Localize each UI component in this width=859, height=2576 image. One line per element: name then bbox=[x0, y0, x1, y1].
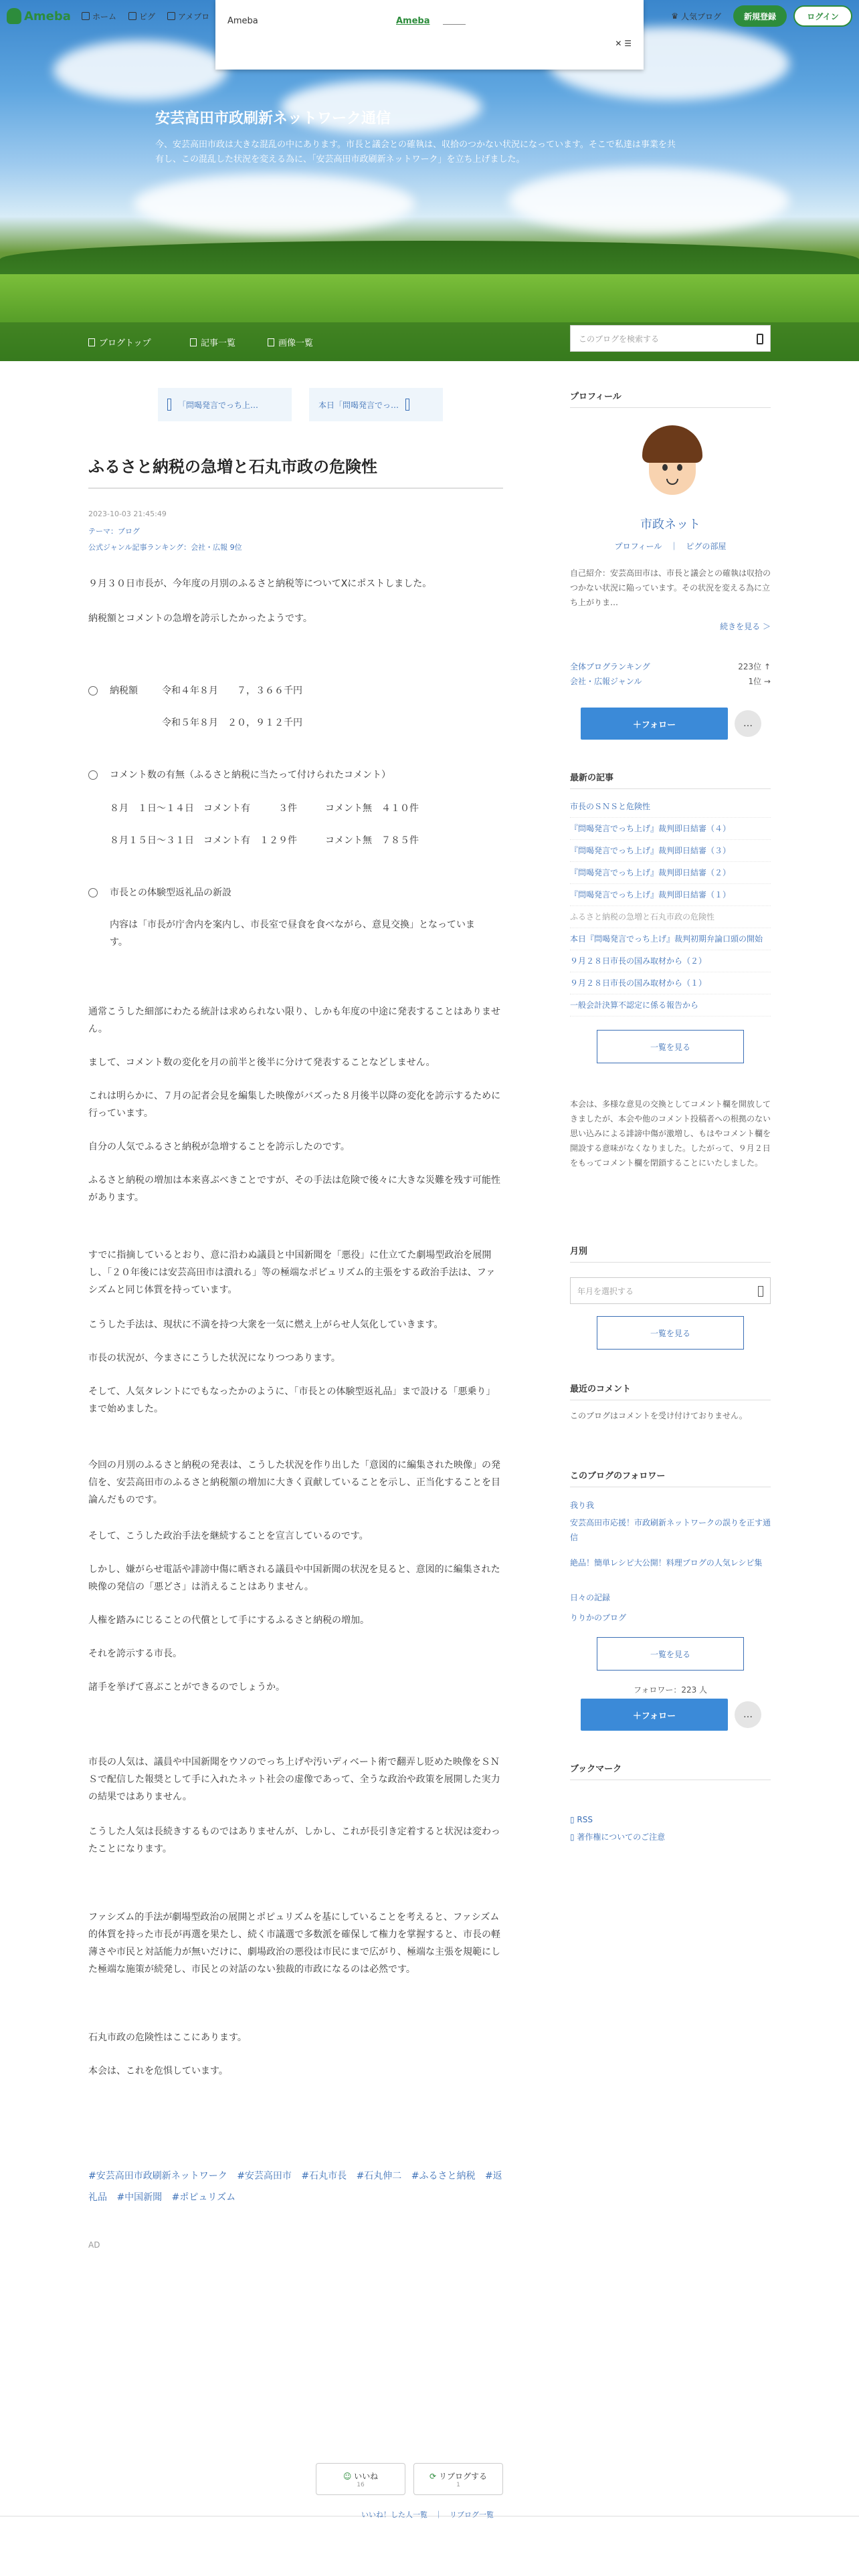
list-item-label: 市長との体験型返礼品の新設 bbox=[110, 887, 231, 898]
recent-articles-list bbox=[570, 796, 771, 1016]
rss-link[interactable] bbox=[570, 1812, 771, 1827]
list-item-detail: 令和５年８月 ２０，９１２千円 bbox=[162, 718, 302, 728]
hashtag-link[interactable]: #中国新聞 bbox=[116, 2192, 163, 2203]
paragraph: それを誇示する市長。 bbox=[88, 1648, 182, 1659]
home-icon bbox=[82, 12, 90, 20]
profile-avatar[interactable] bbox=[642, 425, 702, 499]
search-icon[interactable] bbox=[757, 334, 763, 344]
list-item-detail: ８月１５日〜３１日 コメント有 １２９件 コメント無 ７８５件 bbox=[110, 835, 419, 846]
comments-disabled-text: このブログはコメントを受け付けておりません。 bbox=[570, 1411, 747, 1420]
more-options-button-bottom[interactable]: … bbox=[735, 1701, 761, 1728]
avatar-eye bbox=[662, 464, 668, 471]
genre-ranking-link[interactable]: 会社・広報ジャンル bbox=[570, 677, 642, 686]
paragraph: 市長の状況が、今まさにこうした状況になりつつあります。 bbox=[88, 1353, 341, 1364]
popup-title: Ameba bbox=[227, 16, 258, 26]
chevron-down-icon bbox=[758, 1286, 763, 1297]
blog-icon bbox=[88, 338, 95, 346]
list-item-detail: 令和４年８月 ７，３６６千円 bbox=[162, 685, 302, 696]
read-more-link[interactable]: 続きを見る ＞ bbox=[720, 622, 771, 631]
circle-bullet-icon bbox=[88, 686, 98, 695]
reaction-buttons bbox=[316, 2463, 503, 2495]
copyright-label: 著作権についてのご注意 bbox=[577, 1832, 666, 1842]
ranking-label: 公式ジャンル記事ランキング： bbox=[88, 543, 191, 552]
recent-list-button[interactable]: 一覧を見る bbox=[597, 1030, 744, 1063]
follower-link[interactable]: 絶品！簡単レシピ大公開！料理ブログの人気レシピ集 bbox=[570, 1558, 763, 1568]
recent-article-link[interactable]: 『問喝発言でっち上げ』裁判即日結審（１） bbox=[570, 884, 771, 906]
hashtag-link[interactable]: #安芸高田市政刷新ネットワーク bbox=[88, 2171, 227, 2181]
paragraph: 自分の人気でふるさと納税が急増することを誇示したのです。 bbox=[88, 1142, 350, 1152]
follower-link[interactable]: りりかのブログ bbox=[570, 1613, 627, 1622]
list-item-detail: 内容は「市長が庁舎内を案内し、市長室で昼食を食べながら、意見交換」となっています。 bbox=[110, 920, 475, 948]
hashtag-list bbox=[88, 2165, 503, 2208]
global-nav bbox=[82, 11, 209, 22]
profile-links[interactable]: プロフィール ｜ ピグの部屋 bbox=[614, 542, 727, 551]
nav-pigg-label: ピグ bbox=[138, 11, 155, 21]
popular-blogs-link[interactable] bbox=[671, 11, 721, 22]
paragraph: こうした手法は、現状に不満を持つ大衆を一気に燃え上がらせ人気化していきます。 bbox=[88, 1319, 444, 1330]
overall-ranking-link[interactable]: 全体ブログランキング bbox=[570, 662, 650, 671]
like-label: いいね bbox=[354, 2471, 379, 2481]
list-item-label: 納税額 bbox=[110, 685, 138, 696]
followers-heading: このブログのフォロワー bbox=[570, 1469, 771, 1487]
blog-title[interactable]: 安芸高田市政刷新ネットワーク通信 bbox=[155, 110, 391, 127]
list-item-detail: ８月 １日〜１４日 コメント有 ３件 コメント無 ４１０件 bbox=[110, 803, 419, 814]
circle-bullet-icon bbox=[88, 888, 98, 897]
paragraph: 本会は、これを危惧しています。 bbox=[88, 2066, 228, 2076]
profile-intro: 自己紹介：安芸高田市は、市長と議会との確執は収拾のつかない状況に陥っています。その状況を変える為に立ち上がりま… bbox=[570, 568, 771, 607]
article-date: 2023-10-03 21:45:49 bbox=[88, 510, 167, 518]
next-article-label: 本日「問喝発言でっ… bbox=[318, 400, 399, 410]
overlay-popup bbox=[215, 0, 644, 70]
list-icon bbox=[190, 338, 197, 346]
paragraph: 市長の人気は、議員や中国新聞をウソのでっち上げや汚いディベート術で翻弄し貶めた映像をＳＮＳで配信した報奨として手に入れたネット社会の虚像であって、全うな政治や政策を展開した実力の結果ではありません。 bbox=[88, 1757, 500, 1802]
copyright-link[interactable] bbox=[570, 1830, 771, 1844]
ranking-value[interactable]: 会社・広報 9位 bbox=[191, 543, 242, 552]
recent-article-link[interactable]: 『問喝発言でっち上げ』裁判即日結審（４） bbox=[570, 818, 771, 840]
ameba-logo[interactable] bbox=[7, 8, 71, 24]
genre-ranking-value: 1位 → bbox=[748, 677, 771, 686]
recent-article-link[interactable]: 『問喝発言でっち上げ』裁判即日結審（３） bbox=[570, 840, 771, 862]
paragraph: 納税額とコメントの急増を誇示したかったようです。 bbox=[88, 613, 312, 624]
document-icon: ▯ bbox=[570, 1832, 577, 1842]
hashtag-link[interactable]: #ポピュリズム bbox=[171, 2192, 236, 2203]
popular-label: 人気ブログ bbox=[680, 11, 721, 21]
like-button[interactable] bbox=[316, 2463, 405, 2495]
overall-ranking-value: 223位 ↑ bbox=[738, 662, 771, 671]
brand-name: Ameba bbox=[24, 9, 71, 23]
nav-pigg[interactable] bbox=[128, 11, 155, 22]
recent-article-link[interactable]: 市長のＳＮＳと危険性 bbox=[570, 796, 771, 818]
cloud bbox=[508, 167, 789, 234]
article-title: ふるさと納税の急増と石丸市政の危険性 bbox=[88, 453, 503, 489]
paragraph: こうした人気は長続きするものではありませんが、しかし、これが長引き定着すると状況は変わったことになります。 bbox=[88, 1826, 500, 1854]
reaction-list-links[interactable]: いいね！した人一覧 ｜ リブログ一覧 bbox=[361, 2510, 494, 2519]
blog-description: 今、安芸高田市政は大きな混乱の中にあります。市長と議会との確執は、収拾のつかない状況になっています。そこで私達は事業を共有し、この混乱した状況を変える為に、「安芸高田市政刷新ネットワーク」を立ち上げました。 bbox=[155, 140, 676, 165]
paragraph: 通常こうした細部にわたる統計は求められない限り、しかも年度の中途に発表することはありません。 bbox=[88, 1006, 500, 1035]
prev-article-link[interactable] bbox=[158, 388, 292, 421]
hashtag-link[interactable]: #石丸伸二 bbox=[356, 2171, 402, 2181]
followers-list-button[interactable]: 一覧を見る bbox=[597, 1637, 744, 1671]
follower-count: フォロワー：223 人 bbox=[633, 1685, 708, 1695]
month-select-label: 年月を選択する bbox=[577, 1286, 634, 1296]
paragraph: ふるさと納税の増加は本来喜ぶべきことですが、その手法は危険で後々に大きな災難を残す可能性があります。 bbox=[88, 1175, 500, 1203]
frog-icon bbox=[7, 8, 21, 24]
paragraph: これは明らかに、７月の記者会見を編集した映像がバズった８月後半以降の変化を誇示するために行っています。 bbox=[88, 1091, 501, 1119]
paragraph: 石丸市政の危険性はここにあります。 bbox=[88, 2032, 247, 2043]
like-label-row bbox=[343, 2470, 378, 2482]
monthly-heading: 月別 bbox=[570, 1244, 771, 1263]
hashtag-link[interactable]: #安芸高田市 bbox=[237, 2171, 292, 2181]
bookmark-heading: ブックマーク bbox=[570, 1761, 771, 1780]
ad-label: AD bbox=[88, 2240, 100, 2250]
nav-image-list[interactable] bbox=[268, 336, 313, 348]
month-select[interactable] bbox=[570, 1277, 771, 1304]
hashtag-link[interactable]: #石丸市長 bbox=[301, 2171, 347, 2181]
cloud bbox=[54, 40, 227, 100]
header-actions bbox=[671, 5, 852, 27]
reblog-label: リブログする bbox=[438, 2471, 487, 2481]
popup-close-button[interactable]: ✕ ☰ bbox=[615, 39, 632, 48]
popup-divider bbox=[443, 24, 466, 25]
paragraph: そして、こうした政治手法を継続することを宣言しているのです。 bbox=[88, 1531, 369, 1541]
paragraph: しかし、嫌がらせ電話や誹謗中傷に晒される議員や中国新聞の状況を見ると、意図的に編集された映像の発信の「悪どさ」は消えることはありません。 bbox=[88, 1564, 500, 1592]
crown-icon: ♛ bbox=[671, 11, 678, 21]
login-button[interactable]: ログイン bbox=[793, 5, 852, 27]
recent-article-link[interactable]: ９月２８日市長の国み取材から（２） bbox=[570, 950, 771, 972]
hashtag-link[interactable]: #返礼品 bbox=[88, 2171, 502, 2203]
article-theme[interactable]: テーマ：ブログ bbox=[88, 527, 140, 536]
paragraph: 諸手を挙げて喜ぶことができるのでしょうか。 bbox=[88, 1682, 285, 1693]
recent-article-link[interactable]: 『問喝発言でっち上げ』裁判即日結審（２） bbox=[570, 862, 771, 884]
nav-blog-top-label: ブログトップ bbox=[99, 338, 151, 348]
like-count: 16 bbox=[357, 2481, 365, 2488]
recent-articles-heading: 最新の記事 bbox=[570, 770, 771, 789]
follow-button[interactable]: ＋フォロー bbox=[581, 708, 728, 740]
nav-image-list-label: 画像一覧 bbox=[278, 338, 314, 348]
nav-home[interactable] bbox=[82, 11, 116, 22]
nav-blog-top[interactable] bbox=[88, 336, 151, 348]
recent-comments-heading: 最近のコメント bbox=[570, 1382, 771, 1400]
chevron-left-icon bbox=[167, 399, 171, 411]
chevron-right-icon bbox=[405, 399, 409, 411]
paragraph: そして、人気タレントにでもなったかのように、「市長との体験型返礼品」まで設ける「悪乗り」まで始めました。 bbox=[88, 1386, 496, 1414]
reblog-count: 1 bbox=[456, 2481, 460, 2488]
register-button[interactable]: 新規登録 bbox=[733, 5, 787, 27]
next-article-link[interactable] bbox=[309, 388, 443, 421]
paragraph: 今回の月別のふるさと納税の発表は、こうした状況を作り出した「意図的に編集された映像」の発信を、安芸高田市のふるさと納税額の増加に大きく貢献していることを示し、正当化することを目論んだものです。 bbox=[88, 1460, 500, 1505]
recent-article-link[interactable]: 一般会計決算不認定に係る報告から bbox=[570, 994, 771, 1016]
profile-heading: プロフィール bbox=[570, 389, 771, 408]
paragraph: ファシズム的手法が劇場型政治の展開とポピュリズムを基にしていることを考えると、ファシズム的体質を持った市長が再選を果たし、続く市議選で多数派を確保して権力を掌握すると、市長の軽薄さや市民と対話能力が無いだけに、劇場政治の悪役は市民にまで広がり、極端な主張を規範にした極端な施策が続発し、市民との対話のない独裁的市政になるのは必然です。 bbox=[88, 1912, 500, 1975]
nav-article-list-label: 記事一覧 bbox=[201, 338, 236, 348]
recent-article-link[interactable]: 本日『問喝発言でっち上げ』裁判初期弁論口頭の開始 bbox=[570, 928, 771, 950]
paragraph: 人権を踏みにじることの代償として手にするふるさと納税の増加。 bbox=[88, 1615, 369, 1626]
paragraph: ９月３０日市長が、今年度の月別のふるさと納税等についてXにポストしました。 bbox=[88, 578, 432, 589]
reblog-label-row bbox=[430, 2470, 487, 2482]
nav-home-label: ホーム bbox=[92, 11, 116, 21]
paragraph: すでに指摘しているとおり、意に沿わぬ議員と中国新聞を「悪役」に仕立てた劇場型政治を展開し、「２０年後には安芸高田市は潰れる」等の極端なポピュリズム的主張をする政治手法は、ファシズムと同じ体質を持っています。 bbox=[88, 1250, 496, 1295]
prev-article-label: 「問喝発言でっち上… bbox=[178, 400, 259, 410]
monthly-list-button[interactable]: 一覧を見る bbox=[597, 1316, 744, 1350]
list-item-label: コメント数の有無（ふるさと納税に当たって付けられたコメント） bbox=[110, 770, 391, 780]
ranking-info bbox=[88, 542, 242, 552]
comment-notice: 本会は、多様な意見の交換としてコメント欄を開放してきましたが、本会や他のコメント投稿者への根拠のない思い込みによる誹謗中傷が激増し、もはやコメント欄を開設する意味がなくなりました。したがって、９月２日をもってコメント欄を閉鎖することにいたしました。 bbox=[570, 1099, 771, 1168]
profile-name[interactable]: 市政ネット bbox=[640, 518, 700, 532]
pigg-icon bbox=[128, 12, 136, 20]
rss-icon: ▯ bbox=[570, 1815, 577, 1824]
blog-search-input[interactable] bbox=[570, 325, 771, 352]
follower-link[interactable]: 我り我 bbox=[570, 1501, 595, 1510]
search-placeholder: このブログを検索する bbox=[579, 334, 660, 344]
reblog-button[interactable] bbox=[413, 2463, 503, 2495]
circle-bullet-icon bbox=[88, 770, 98, 780]
recent-article-current: ふるさと納税の急増と石丸市政の危険性 bbox=[570, 906, 771, 928]
smile-icon: ☺ bbox=[343, 2471, 352, 2481]
cloud bbox=[134, 174, 415, 234]
follow-button-bottom[interactable]: ＋フォロー bbox=[581, 1699, 728, 1731]
recent-article-link[interactable]: ９月２８日市長の国み取材から（１） bbox=[570, 972, 771, 994]
rss-label: RSS bbox=[577, 1815, 593, 1824]
reblog-icon: ⟳ bbox=[430, 2471, 437, 2481]
avatar-eye bbox=[677, 464, 682, 471]
nav-article-list[interactable] bbox=[190, 336, 235, 348]
more-options-button[interactable]: … bbox=[735, 710, 761, 737]
follower-link[interactable]: 日々の記録 bbox=[570, 1593, 611, 1602]
follower-link[interactable]: 安芸高田市応援！市政刷新ネットワークの誤りを正す通信 bbox=[570, 1518, 771, 1542]
ameblo-icon bbox=[167, 12, 175, 20]
paragraph: まして、コメント数の変化を月の前半と後半に分けて発表することなどしません。 bbox=[88, 1057, 436, 1068]
hashtag-link[interactable]: #ふるさと納税 bbox=[411, 2171, 476, 2181]
image-icon bbox=[268, 338, 274, 346]
nav-ameblo-label: アメブロ bbox=[177, 11, 210, 21]
nav-ameblo[interactable] bbox=[167, 11, 209, 22]
avatar-hair bbox=[642, 425, 702, 463]
popup-brand-link[interactable]: Ameba bbox=[396, 16, 430, 26]
